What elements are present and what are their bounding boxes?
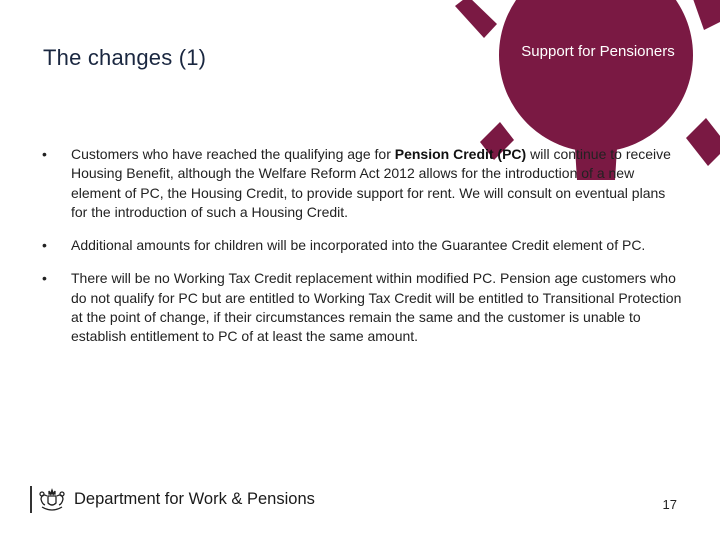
- bullet-list: [40, 145, 685, 361]
- bullet-item: [40, 269, 685, 346]
- slide-title: The changes (1): [43, 45, 207, 70]
- bullet-text-before: Customers who have reached the qualifying age for: [71, 146, 395, 162]
- bullet-text: Additional amounts for children will be incorporated into the Guarantee Credit element of PC.: [71, 237, 646, 254]
- dwp-logo: [30, 484, 315, 514]
- bullet-item: [40, 236, 685, 255]
- bullet-marker: •: [42, 237, 47, 254]
- royal-coat-of-arms-icon: [37, 485, 67, 513]
- bullet-marker: •: [42, 270, 47, 287]
- section-label: Support for Pensioners: [521, 43, 675, 60]
- organisation-name: Department for Work & Pensions: [74, 489, 315, 508]
- bullet-emphasis: Pension Credit (PC): [394, 146, 527, 162]
- page-number: 17: [662, 497, 677, 512]
- bullet-text-after: will continue to receive Housing Benefit, although the Welfare Reform Act 2012 allows for the introduction of a new element of PC, the Housing Credit, to provide support for rent. We will consult on eventual plans for the introduction of such a Housing Credit.: [71, 146, 671, 220]
- bullet-item: [40, 145, 685, 222]
- logo-divider: [30, 486, 32, 513]
- bullet-marker: •: [42, 146, 47, 162]
- bullet-text: There will be no Working Tax Credit replacement within modified PC. Pension age customers who do not qualify for PC but are entitled to Working Tax Credit will be entitled to Transitional Protection at the point of change, if their circumstances remain the same and the customer is unable to establish entitlement to PC of at least the same amount.: [71, 270, 682, 345]
